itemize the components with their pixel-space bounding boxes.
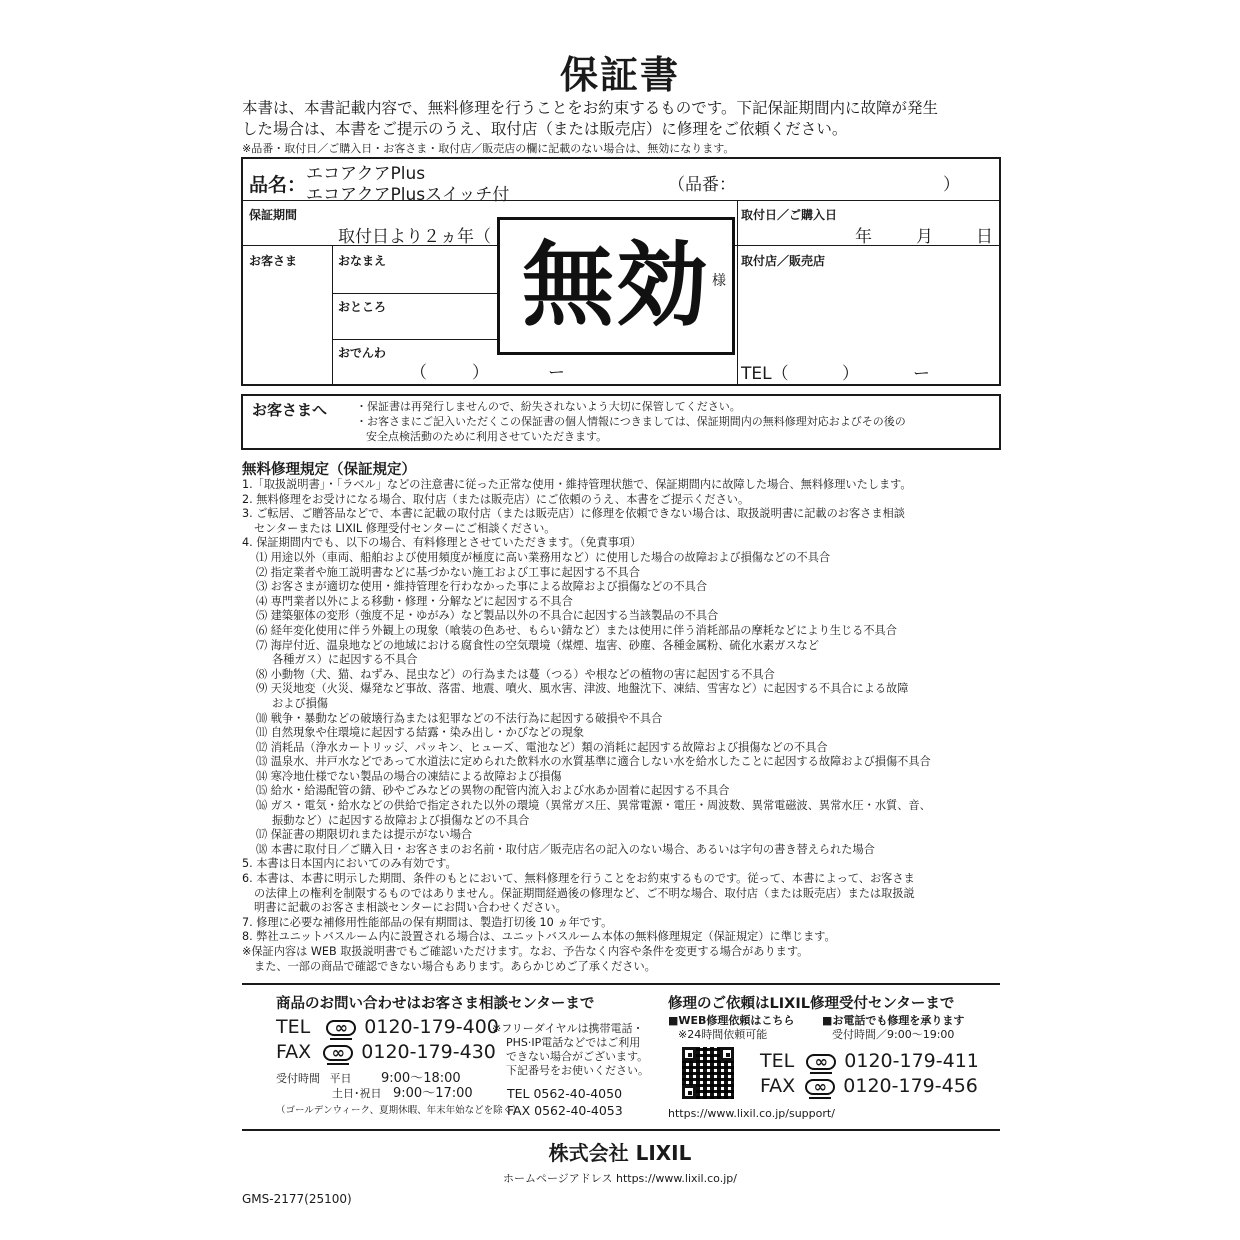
honorific: 様	[712, 270, 726, 290]
tel-label: TEL	[276, 1016, 311, 1038]
phone-dash: ー	[548, 363, 565, 383]
freedial-icon	[323, 1045, 353, 1061]
exclusion-16-cont: 振動など）に起因する故障および損傷などの不具合	[272, 813, 530, 827]
rule-1: 1.「取扱説明書」・「ラベル」などの注意書に従った正常な使用・維持管理状態で、保証期間内に故障した場合、無料修理いたします。	[242, 478, 912, 491]
exclusion-17: ⒄ 保証書の期限切れまたは提示がない場合	[256, 828, 473, 842]
notice-line-1: ・保証書は再発行しませんので、紛失されないよう大切に保管してください。	[356, 400, 741, 413]
freedial-icon	[805, 1079, 835, 1095]
support-url[interactable]: https://www.lixil.co.jp/support/	[668, 1107, 835, 1120]
install-date-label: 取付日／ご購入日	[741, 208, 838, 222]
intro-text	[242, 98, 1012, 140]
weekday-hours: 9:00〜18:00	[381, 1071, 461, 1086]
exclusion-1: ⑴ 用途以外（車両、船舶および使用頻度が極度に高い業務用など）に使用した場合の故障および損傷などの不具合	[256, 550, 831, 564]
note-2: また、一部の商品で確認できない場合もあります。あらかじめご了承ください。	[254, 959, 656, 973]
freedial-note-3: できない場合がございます。	[506, 1050, 649, 1063]
rule-6: 6. 本書は、本書に明示した期間、条件のもとにおいて、無料修理を行うことをお約束するものです。従って、本書によって、お客さま	[242, 872, 915, 886]
notice-label: お客さまへ	[252, 401, 328, 419]
intro-line-1: 本書は、本書記載内容で、無料修理を行うことをお約束するものです。下記保証期間内に故障が発生	[242, 99, 938, 117]
repair-tel-number: 0120-179-411	[844, 1050, 979, 1072]
phone-repair-label: ■お電話でも修理を承ります	[822, 1014, 965, 1027]
customer-label: お客さま	[249, 254, 298, 268]
rules-list	[242, 478, 1022, 974]
alt-fax: FAX 0562-40-4053	[507, 1103, 623, 1118]
exclusion-10: ⑽ 戦争・暴動などの破壊行為または犯罪などの不法行為に起因する破損や不具合	[256, 711, 663, 725]
rule-6-cont-2: 明書に記載のお客さま相談センターにお問い合わせください。	[254, 901, 567, 915]
repair-center-heading: 修理のご依頼はLIXIL修理受付センターまで	[668, 996, 955, 1012]
phone-label: おでんわ	[338, 346, 386, 360]
notice-text	[356, 399, 906, 444]
freedial-note-4: 下記番号をお使いください。	[506, 1064, 649, 1077]
model-label: （品番：	[668, 175, 736, 195]
page-title: 保証書	[559, 53, 680, 97]
company-name: 株式会社 LIXIL	[548, 1141, 692, 1165]
exclusion-13: ⒀ 温泉水、井戸水などであって水道法に定められた飲料水の水質基準に適合しない水を給水したことに起因する故障および損傷不具合	[256, 755, 931, 769]
qr-code-icon[interactable]	[682, 1047, 734, 1099]
shop-label: 取付店／販売店	[741, 254, 826, 268]
consumer-center-heading: 商品のお問い合わせはお客さま相談センターまで	[276, 996, 595, 1012]
exclusion-7-cont: 各種ガス）に起因する不具合	[272, 653, 418, 667]
warranty-period-label: 保証期間	[249, 208, 298, 222]
web-repair	[668, 1014, 794, 1042]
rule-6-cont-1: の法律上の権利を制限するものではありません。保証期間経過後の修理など、ご不明な場合、取付店（または販売店）または取扱説	[254, 886, 915, 900]
name-label: おなまえ	[338, 254, 387, 268]
product-label: 品名：	[249, 174, 307, 196]
freedial-note	[492, 1022, 649, 1078]
repair-tel	[760, 1050, 979, 1072]
rule-3-cont: センターまたは LIXIL 修理受付センターにご相談ください。	[254, 521, 556, 535]
freedial-note-2: PHS·IP電話などではご利用	[506, 1036, 641, 1049]
address-label: おところ	[338, 300, 387, 314]
note-1: ※保証内容は WEB 取扱説明書でもご確認いただけます。なお、予告なく内容や条件を変更する場合があります。	[242, 945, 809, 958]
phone-paren-open: （	[410, 363, 427, 383]
holiday-note: （ゴールデンウィーク、夏期休暇、年末年始などを除く）	[276, 1105, 522, 1116]
exclusion-4: ⑷ 専門業者以外による移動・修理・分解などに起因する不具合	[256, 594, 573, 608]
exclusion-8: ⑻ 小動物（犬、猫、ねずみ、昆虫など）の行為または蔓（つる）や根などの植物の害に起因する不具合	[256, 667, 775, 681]
consumer-tel	[276, 1016, 499, 1038]
product-name-1: エコアクアPlus	[306, 164, 426, 184]
exclusion-16: ⒃ ガス・電気・給水などの供給で指定された以外の環境（異常ガス圧、異常電源・電圧・周波数、異常電磁波、異常水圧・水質、音、	[256, 799, 931, 813]
web-repair-note: ※24時間依頼可能	[678, 1028, 768, 1041]
exclusion-3: ⑶ お客さまが適切な使用・維持管理を行わなかった事による故障および損傷などの不具合	[256, 580, 708, 594]
rule-5: 5. 本書は日本国内においてのみ有効です。	[242, 857, 457, 871]
repair-fax-number: 0120-179-456	[843, 1075, 978, 1097]
weekend-hours: 9:00〜17:00	[393, 1086, 473, 1101]
shop-tel: TEL（	[741, 364, 789, 384]
homepage-address: ホームページアドレス https://www.lixil.co.jp/	[503, 1172, 737, 1185]
hours-label: 受付時間	[276, 1072, 320, 1085]
notice-line-3: 安全点検活動のために利用させていただきます。	[366, 430, 608, 443]
consumer-fax-number: 0120-179-430	[361, 1041, 496, 1063]
exclusion-2: ⑵ 指定業者や施工説明書などに基づかない施工および工事に起因する不具合	[256, 565, 640, 579]
phone-repair	[822, 1014, 964, 1042]
repair-fax	[760, 1075, 978, 1097]
invalid-stamp: 無効	[497, 217, 735, 355]
alt-tel: TEL 0562-40-4050	[507, 1086, 623, 1101]
freedial-note-1: ※フリーダイヤルは携帯電話・	[492, 1022, 644, 1035]
exclusion-15: ⒂ 給水・給湯配管の錆、砂やごみなどの異物の配管内流入および水あか固着に起因する不具合	[256, 784, 730, 798]
warranty-period-value: 取付日より２ヵ年（	[338, 227, 491, 247]
exclusion-7: ⑺ 海岸付近、温泉地などの地域における腐食性の空気環境（煤煙、塩害、砂塵、各種金属粉、硫化水素ガスなど	[256, 638, 819, 652]
month-label: 月	[916, 227, 933, 247]
day-label: 日	[976, 227, 993, 247]
freedial-icon	[326, 1020, 356, 1036]
document-code: GMS-2177(25100)	[242, 1192, 352, 1206]
rules-heading: 無料修理規定（保証規定）	[242, 462, 416, 478]
exclusion-9-cont: および損傷	[272, 696, 328, 710]
tel-label: TEL	[760, 1050, 795, 1072]
consumer-tel-number: 0120-179-400	[364, 1016, 499, 1038]
exclusion-9: ⑼ 天災地変（火災、爆発など事故、落雷、地震、噴火、風水害、津波、地盤沈下、凍結、雪害など）に起因する不具合による故障	[256, 682, 909, 696]
phone-paren-close: ）	[472, 363, 489, 383]
product-name-2: エコアクアPlusスイッチ付	[306, 185, 510, 205]
rule-4: 4. 保証期間内でも、以下の場合、有料修理とさせていただきます。（免責事項）	[242, 536, 642, 550]
exclusion-5: ⑸ 建築躯体の変形（強度不足・ゆがみ）など製品以外の不具合に起因する当該製品の不具合	[256, 609, 719, 623]
year-label: 年	[855, 227, 872, 247]
model-close: ）	[943, 175, 960, 195]
phone-repair-hours: 受付時間／9:00〜19:00	[832, 1028, 955, 1041]
alt-numbers	[507, 1085, 623, 1119]
hours-block	[276, 1071, 522, 1118]
exclusion-14: ⒁ 寒冷地仕様でない製品の場合の凍結による故障および損傷	[256, 769, 562, 783]
intro-line-2: した場合は、本書をご提示のうえ、取付店（または販売店）に修理をご依頼ください。	[242, 120, 848, 138]
consumer-fax	[276, 1041, 496, 1063]
rule-8: 8. 弊社ユニットバスルーム内に設置される場合は、ユニットバスルーム本体の無料修理規定（保証規定）に準じます。	[242, 930, 836, 944]
weekend-label: 土日･祝日	[332, 1087, 382, 1100]
fax-label: FAX	[760, 1075, 796, 1097]
rule-2: 2. 無料修理をお受けになる場合、取付店（または販売店）にご依頼のうえ、本書をご提示ください。	[242, 492, 750, 506]
exclusion-6: ⑹ 経年変化使用に伴う外観上の現象（喰装の色あせ、もらい錆など）または使用に伴う消耗部品の摩耗などにより生じる不具合	[256, 623, 897, 637]
shop-dash: ー	[913, 364, 930, 384]
notice-line-2: ・お客さまにご記入いただくこの保証書の個人情報につきましては、保証期間内の無料修理対応およびその後の	[356, 415, 906, 428]
exclusion-12: ⑿ 消耗品（浄水カートリッジ、パッキン、ヒューズ、電池など）類の消耗に起因する故障および損傷などの不具合	[256, 740, 828, 754]
rule-3: 3. ご転居、ご贈答品などで、本書に記載の取付店（または販売店）に修理を依頼できない場合は、取扱説明書に記載のお客さま相談	[242, 507, 905, 521]
intro-note: ※品番・取付日／ご購入日・お客さま・取付店／販売店の欄に記載のない場合は、無効になります。	[242, 142, 735, 155]
exclusion-11: ⑾ 自然現象や住環境に起因する結露・染み出し・かびなどの現象	[256, 726, 584, 740]
weekday-label: 平日	[329, 1072, 352, 1085]
fax-label: FAX	[276, 1041, 312, 1063]
exclusion-18: ⒅ 本書に取付日／ご購入日・お客さまのお名前・取付店／販売店名の記入のない場合、あるいは字句の書き替えられた場合	[256, 842, 875, 856]
shop-tel-close: ）	[842, 364, 859, 384]
web-repair-label: ■WEB修理依頼はこちら	[668, 1014, 795, 1027]
freedial-icon	[806, 1054, 836, 1070]
rule-7: 7. 修理に必要な補修用性能部品の保有期間は、製造打切後 10 ヵ年です。	[242, 915, 613, 929]
